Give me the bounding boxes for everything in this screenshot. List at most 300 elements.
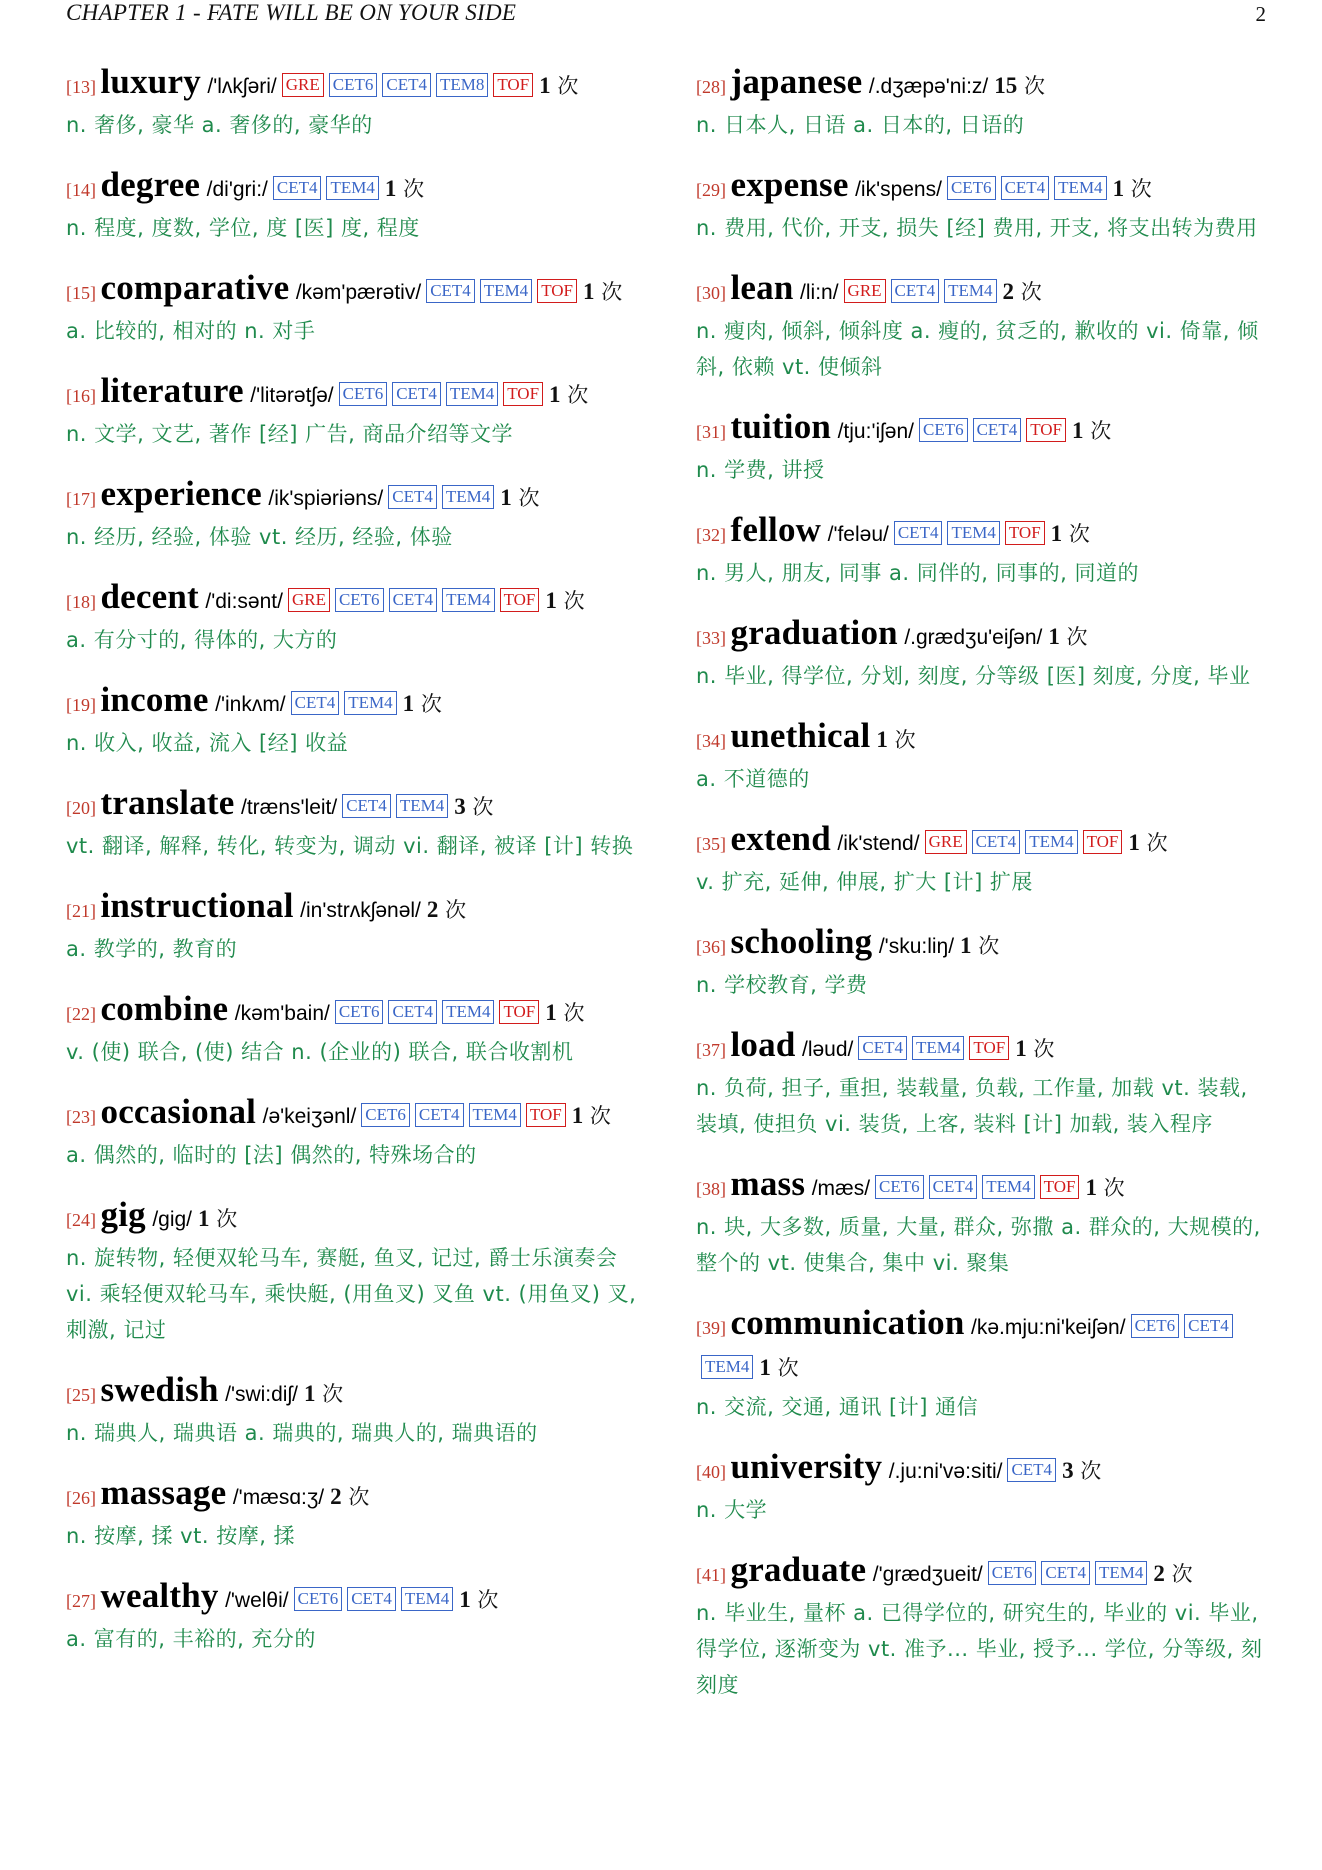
definition: n. 瑞典人, 瑞典语 a. 瑞典的, 瑞典人的, 瑞典语的	[66, 1421, 538, 1445]
definition: n. 经历, 经验, 体验 vt. 经历, 经验, 体验	[66, 525, 453, 549]
frequency-count	[1153, 1562, 1192, 1586]
exam-tag: CET4	[347, 1587, 396, 1611]
count-number: 1	[545, 588, 557, 613]
headword-line	[66, 680, 640, 725]
vocab-entry	[66, 989, 640, 1070]
headword: graduate	[730, 1550, 867, 1589]
count-number: 1	[303, 1381, 316, 1406]
pronunciation: /gig/	[152, 1208, 193, 1231]
vocab-entry	[696, 1550, 1266, 1703]
frequency-count	[385, 177, 424, 201]
frequency-count	[1003, 280, 1042, 304]
headword-line	[66, 783, 640, 828]
pronunciation: /ik'stend/	[837, 832, 920, 855]
headword: fellow	[730, 510, 822, 549]
pronunciation: /'lʌkʃəri/	[207, 75, 277, 98]
exam-tag: CET4	[273, 176, 322, 200]
vocab-entry	[66, 886, 640, 967]
page-header	[66, 0, 1266, 30]
pronunciation: /li:n/	[800, 281, 839, 304]
entry-index: [19]	[66, 695, 96, 715]
definition: n. 奢侈, 豪华 a. 奢侈的, 豪华的	[66, 113, 373, 137]
frequency-count	[427, 898, 466, 922]
count-number: 2	[330, 1484, 342, 1509]
headword-line	[66, 989, 640, 1034]
definition: a. 有分寸的, 得体的, 大方的	[66, 628, 338, 652]
exam-tag: TEM4	[442, 485, 494, 509]
frequency-count	[549, 383, 588, 407]
definition: n. 瘦肉, 倾斜, 倾斜度 a. 瘦的, 贫乏的, 歉收的 vi. 倚靠, 倾斜, 依赖 vt. 使倾斜	[696, 319, 1259, 379]
headword-line	[66, 268, 640, 313]
headword-line	[66, 577, 640, 622]
exam-tag: TOF	[1005, 521, 1045, 545]
pronunciation: /.ju:ni'və:siti/	[888, 1460, 1003, 1483]
count-number: 1	[402, 691, 415, 716]
entry-index: [14]	[66, 180, 96, 200]
exam-tag: TOF	[493, 73, 533, 97]
frequency-count	[994, 74, 1045, 98]
vocab-entry	[66, 1473, 640, 1554]
pronunciation: /kəm'pærətiv/	[295, 281, 422, 304]
vocab-entry	[696, 922, 1266, 1003]
frequency-count	[876, 728, 915, 752]
entry-index: [35]	[696, 834, 726, 854]
definition: a. 比较的, 相对的 n. 对手	[66, 319, 316, 343]
vocab-entry	[66, 680, 640, 761]
exam-tag: CET4	[342, 794, 391, 818]
headword-line	[696, 165, 1266, 210]
count-unit: 次	[1130, 177, 1152, 201]
count-unit: 次	[601, 280, 623, 304]
exam-tag: TOF	[1083, 830, 1123, 854]
pronunciation: /kə.mju:ni'keiʃən/	[970, 1316, 1126, 1339]
exam-tag: TEM4	[1054, 176, 1106, 200]
exam-tag: CET6	[947, 176, 996, 200]
definition: n. 收入, 收益, 流入 [经] 收益	[66, 731, 349, 755]
count-number: 1	[500, 485, 512, 510]
exam-tag: CET4	[426, 279, 475, 303]
count-unit: 次	[1146, 831, 1168, 855]
headword-line	[66, 474, 640, 519]
entry-index: [24]	[66, 1210, 96, 1230]
count-number: 1	[1072, 418, 1084, 443]
count-number: 3	[1062, 1458, 1074, 1483]
exam-tag: TEM4	[396, 794, 448, 818]
count-number: 1	[198, 1206, 210, 1231]
count-unit: 次	[1066, 625, 1088, 649]
entry-index: [40]	[696, 1462, 726, 1482]
exam-tag: TEM4	[469, 1103, 521, 1127]
count-unit: 次	[563, 589, 585, 613]
entry-index: [34]	[696, 731, 726, 751]
entry-index: [18]	[66, 592, 96, 612]
exam-tag: TOF	[1040, 1175, 1080, 1199]
pronunciation: /'di:sənt/	[205, 590, 283, 613]
frequency-count	[545, 589, 584, 613]
count-number: 2	[1002, 279, 1015, 304]
entry-index: [22]	[66, 1004, 96, 1024]
vocab-entry	[66, 165, 640, 246]
headword: degree	[100, 165, 201, 204]
headword: decent	[100, 577, 199, 616]
definition: n. 学费, 讲授	[696, 458, 825, 482]
definition: n. 文学, 文艺, 著作 [经] 广告, 商品介绍等文学	[66, 422, 513, 446]
definition: n. 程度, 度数, 学位, 度 [医] 度, 程度	[66, 216, 420, 240]
entry-index: [23]	[66, 1107, 96, 1127]
count-number: 1	[545, 1000, 557, 1025]
vocab-entry	[696, 510, 1266, 591]
entry-index: [30]	[696, 283, 726, 303]
exam-tag: TEM4	[480, 279, 532, 303]
frequency-count	[330, 1485, 369, 1509]
headword-line	[66, 1576, 640, 1621]
exam-tag: CET6	[919, 418, 968, 442]
definition: n. 日本人, 日语 a. 日本的, 日语的	[696, 113, 1025, 137]
vocab-entry	[66, 474, 640, 555]
exam-tag: TEM4	[401, 1587, 453, 1611]
entry-index: [17]	[66, 489, 96, 509]
count-number: 1	[1085, 1175, 1097, 1200]
exam-tag: TEM4	[701, 1355, 753, 1379]
vocab-entry	[696, 819, 1266, 900]
count-unit: 次	[322, 1382, 344, 1406]
pronunciation: /'litərətʃə/	[250, 384, 334, 407]
count-number: 1	[1015, 1036, 1027, 1061]
count-unit: 次	[589, 1104, 611, 1128]
definition: a. 教学的, 教育的	[66, 937, 238, 961]
exam-tag: CET6	[988, 1561, 1037, 1585]
pronunciation: /ləud/	[802, 1038, 854, 1061]
pronunciation: /mæs/	[811, 1177, 871, 1200]
exam-tag: TOF	[499, 1000, 539, 1024]
exam-tag: CET4	[972, 830, 1021, 854]
vocab-entry	[696, 1025, 1266, 1142]
headword-line	[696, 819, 1266, 864]
pronunciation: /'welθi/	[225, 1589, 289, 1612]
count-number: 2	[426, 897, 439, 922]
count-unit: 次	[1020, 280, 1042, 304]
pronunciation: /di'gri:/	[206, 178, 268, 201]
headword: mass	[730, 1164, 806, 1203]
entry-index: [21]	[66, 901, 96, 921]
entry-index: [41]	[696, 1565, 726, 1585]
entry-index: [15]	[66, 283, 96, 303]
pronunciation: /kəm'bain/	[234, 1002, 330, 1025]
exam-tag: CET6	[1131, 1314, 1180, 1338]
frequency-count	[500, 486, 539, 510]
exam-tag: CET6	[361, 1103, 410, 1127]
count-unit: 次	[1090, 419, 1112, 443]
headword-line	[696, 268, 1266, 313]
definition: a. 富有的, 丰裕的, 充分的	[66, 1627, 316, 1651]
entry-index: [32]	[696, 525, 726, 545]
frequency-count	[1048, 625, 1087, 649]
definition: n. 交流, 交通, 通讯 [计] 通信	[696, 1395, 979, 1419]
count-unit: 次	[472, 795, 494, 819]
exam-tag: TEM8	[436, 73, 488, 97]
exam-tag: TEM4	[1025, 830, 1077, 854]
count-unit: 次	[1068, 522, 1090, 546]
entry-index: [28]	[696, 77, 726, 97]
frequency-count	[539, 74, 578, 98]
headword-line	[66, 62, 640, 107]
headword-line	[696, 1025, 1266, 1070]
exam-tag: TEM4	[1095, 1561, 1147, 1585]
headword: tuition	[730, 407, 832, 446]
definition: vt. 翻译, 解释, 转化, 转变为, 调动 vi. 翻译, 被译 [计] 转换	[66, 834, 634, 858]
count-unit: 次	[1023, 74, 1045, 98]
exam-tag: TEM4	[982, 1175, 1034, 1199]
exam-tag: TOF	[537, 279, 577, 303]
count-number: 3	[454, 794, 466, 819]
count-unit: 次	[1103, 1176, 1125, 1200]
headword-line	[66, 165, 640, 210]
entry-index: [16]	[66, 386, 96, 406]
exam-tag: CET6	[875, 1175, 924, 1199]
count-unit: 次	[563, 1001, 585, 1025]
count-unit: 次	[777, 1356, 799, 1380]
exam-tag: CET4	[291, 691, 340, 715]
definition: n. 毕业生, 量杯 a. 已得学位的, 研究生的, 毕业的 vi. 毕业, 得学位, 逐渐变为 vt. 准予... 毕业, 授予... 学位, 分等级, 刻刻度	[696, 1601, 1263, 1697]
headword: instructional	[100, 886, 294, 925]
frequency-count	[545, 1001, 584, 1025]
exam-tag: CET4	[382, 73, 431, 97]
exam-tag: CET6	[335, 588, 384, 612]
entry-index: [37]	[696, 1040, 726, 1060]
entry-index: [27]	[66, 1591, 96, 1611]
vocab-entry	[66, 783, 640, 864]
exam-tag: TEM4	[446, 382, 498, 406]
headword: expense	[730, 165, 849, 204]
exam-tag: CET4	[1007, 1458, 1056, 1482]
count-unit: 次	[978, 934, 1000, 958]
vocab-entry	[66, 1195, 640, 1348]
page-number: 2	[1255, 2, 1266, 26]
vocab-entry	[696, 1303, 1266, 1425]
headword: combine	[100, 989, 229, 1028]
exam-tag: CET4	[388, 485, 437, 509]
count-number: 1	[549, 382, 561, 407]
count-unit: 次	[403, 177, 425, 201]
entry-index: [20]	[66, 798, 96, 818]
exam-tag: CET4	[858, 1036, 907, 1060]
entry-index: [36]	[696, 937, 726, 957]
frequency-count	[1051, 522, 1090, 546]
count-number: 2	[1153, 1561, 1165, 1586]
exam-tag: TOF	[1026, 418, 1066, 442]
headword-line	[696, 922, 1266, 967]
headword: lean	[730, 268, 794, 307]
frequency-count	[198, 1207, 237, 1231]
headword-line	[696, 613, 1266, 658]
pronunciation: /ik'spiəriəns/	[268, 487, 384, 510]
headword: literature	[100, 371, 244, 410]
exam-tag: CET4	[891, 279, 940, 303]
exam-tag: CET4	[1184, 1314, 1233, 1338]
count-number: 15	[994, 73, 1018, 98]
headword-line	[66, 1195, 640, 1240]
definition: n. 块, 大多数, 质量, 大量, 群众, 弥撒 a. 群众的, 大规模的, 整个的 vt. 使集合, 集中 vi. 聚集	[696, 1215, 1261, 1275]
definition: a. 偶然的, 临时的 [法] 偶然的, 特殊场合的	[66, 1143, 477, 1167]
frequency-count	[403, 692, 442, 716]
exam-tag: TEM4	[326, 176, 378, 200]
definition: n. 旋转物, 轻便双轮马车, 赛艇, 鱼叉, 记过, 爵士乐演奏会 vi. 乘轻便双轮马车, 乘快艇, (用鱼叉) 叉鱼 vt. (用鱼叉) 叉, 刺激, 记过	[66, 1246, 637, 1342]
headword: communication	[730, 1303, 965, 1342]
count-number: 1	[759, 1355, 771, 1380]
count-unit: 次	[1171, 1562, 1193, 1586]
count-unit: 次	[557, 74, 579, 98]
exam-tag: TEM4	[344, 691, 396, 715]
count-number: 1	[1112, 176, 1125, 201]
count-number: 1	[583, 279, 595, 304]
vocab-entry	[696, 62, 1266, 143]
pronunciation: /tju:'iʃən/	[837, 420, 914, 443]
headword-line	[66, 1092, 640, 1137]
entry-index: [33]	[696, 628, 726, 648]
entry-index: [39]	[696, 1318, 726, 1338]
left-column	[66, 62, 640, 1679]
count-number: 1	[876, 727, 888, 752]
frequency-count	[1015, 1037, 1054, 1061]
entry-index: [26]	[66, 1488, 96, 1508]
exam-tag: TOF	[526, 1103, 566, 1127]
frequency-count	[960, 934, 999, 958]
right-column	[696, 62, 1266, 1725]
frequency-count	[759, 1356, 798, 1380]
headword: comparative	[100, 268, 290, 307]
count-unit: 次	[348, 1485, 370, 1509]
definition: n. 学校教育, 学费	[696, 973, 868, 997]
headword-line	[696, 1447, 1266, 1492]
headword: luxury	[100, 62, 201, 101]
vocab-entry	[696, 1447, 1266, 1528]
vocab-entry	[66, 1576, 640, 1657]
headword: experience	[100, 474, 262, 513]
exam-tag: GRE	[844, 279, 886, 303]
exam-tag: TOF	[500, 588, 540, 612]
pronunciation: /in'strʌkʃənəl/	[300, 899, 421, 922]
pronunciation: /.dʒæpə'ni:z/	[868, 75, 989, 98]
count-number: 1	[1128, 830, 1140, 855]
frequency-count	[459, 1588, 498, 1612]
exam-tag: CET4	[392, 382, 441, 406]
definition: n. 按摩, 揉 vt. 按摩, 揉	[66, 1524, 296, 1548]
count-number: 1	[459, 1587, 471, 1612]
definition: v. (使) 联合, (使) 结合 n. (企业的) 联合, 联合收割机	[66, 1040, 574, 1064]
pronunciation: /'feləu/	[827, 523, 889, 546]
count-unit: 次	[518, 486, 540, 510]
entry-index: [31]	[696, 422, 726, 442]
exam-tag: CET4	[388, 1000, 437, 1024]
headword-line	[66, 886, 640, 931]
headword: swedish	[100, 1370, 219, 1409]
count-number: 1	[1048, 624, 1060, 649]
headword: graduation	[730, 613, 898, 652]
vocab-entry	[696, 165, 1266, 246]
count-number: 1	[960, 933, 972, 958]
vocab-entry	[696, 613, 1266, 694]
headword-line	[696, 1303, 1266, 1389]
count-unit: 次	[477, 1588, 499, 1612]
headword-line	[696, 1550, 1266, 1595]
exam-tag: CET4	[389, 588, 438, 612]
exam-tag: CET4	[929, 1175, 978, 1199]
exam-tag: CET6	[335, 1000, 384, 1024]
headword-line	[696, 407, 1266, 452]
pronunciation: /'swi:diʃ/	[225, 1383, 298, 1406]
exam-tag: CET4	[894, 521, 943, 545]
exam-tag: CET4	[1001, 176, 1050, 200]
count-number: 1	[539, 73, 551, 98]
frequency-count	[1113, 177, 1152, 201]
vocab-entry	[696, 407, 1266, 488]
entry-index: [29]	[696, 180, 726, 200]
exam-tag: TEM4	[442, 588, 494, 612]
headword: translate	[100, 783, 235, 822]
headword-line	[696, 62, 1266, 107]
exam-tag: CET4	[973, 418, 1022, 442]
count-unit: 次	[894, 728, 916, 752]
definition: a. 不道德的	[696, 767, 810, 791]
count-number: 1	[1050, 521, 1063, 546]
exam-tag: CET6	[339, 382, 388, 406]
vocab-entry	[696, 716, 1266, 797]
exam-tag: TEM4	[947, 521, 999, 545]
headword: occasional	[100, 1092, 257, 1131]
pronunciation: /træns'leit/	[241, 796, 338, 819]
pronunciation: /'inkʌm/	[215, 693, 286, 716]
entry-index: [25]	[66, 1385, 96, 1405]
count-unit: 次	[445, 898, 467, 922]
exam-tag: CET4	[415, 1103, 464, 1127]
definition: n. 毕业, 得学位, 分划, 刻度, 分等级 [医] 刻度, 分度, 毕业	[696, 664, 1251, 688]
frequency-count	[1062, 1459, 1101, 1483]
frequency-count	[304, 1382, 343, 1406]
definition: n. 负荷, 担子, 重担, 装载量, 负载, 工作量, 加载 vt. 装载, 装填, 使担负 vi. 装货, 上客, 装料 [计] 加载, 装入程序	[696, 1076, 1248, 1136]
exam-tag: TOF	[969, 1036, 1009, 1060]
vocab-entry	[66, 577, 640, 658]
exam-tag: TOF	[503, 382, 543, 406]
count-unit: 次	[1080, 1459, 1102, 1483]
vocab-entry	[696, 1164, 1266, 1281]
headword: unethical	[730, 716, 871, 755]
headword-line	[66, 1473, 640, 1518]
headword: load	[730, 1025, 796, 1064]
pronunciation: /ə'keiʒənl/	[262, 1105, 357, 1128]
headword-line	[696, 716, 1266, 761]
exam-tag: GRE	[282, 73, 324, 97]
vocab-entry	[66, 268, 640, 349]
headword-line	[696, 1164, 1266, 1209]
headword: wealthy	[100, 1576, 219, 1615]
vocab-entry	[66, 371, 640, 452]
exam-tag: GRE	[925, 830, 967, 854]
headword: massage	[100, 1473, 227, 1512]
headword: university	[730, 1447, 883, 1486]
headword-line	[66, 1370, 640, 1415]
entry-index: [13]	[66, 77, 96, 97]
count-unit: 次	[1033, 1037, 1055, 1061]
count-unit: 次	[420, 692, 442, 716]
pronunciation: /'mæsɑ:ʒ/	[232, 1486, 325, 1509]
chapter-title: CHAPTER 1 - FATE WILL BE ON YOUR SIDE	[66, 0, 517, 25]
exam-tag: GRE	[288, 588, 330, 612]
headword-line	[696, 510, 1266, 555]
exam-tag: TEM4	[912, 1036, 964, 1060]
exam-tag: CET6	[329, 73, 378, 97]
frequency-count	[1128, 831, 1167, 855]
count-number: 1	[384, 176, 397, 201]
